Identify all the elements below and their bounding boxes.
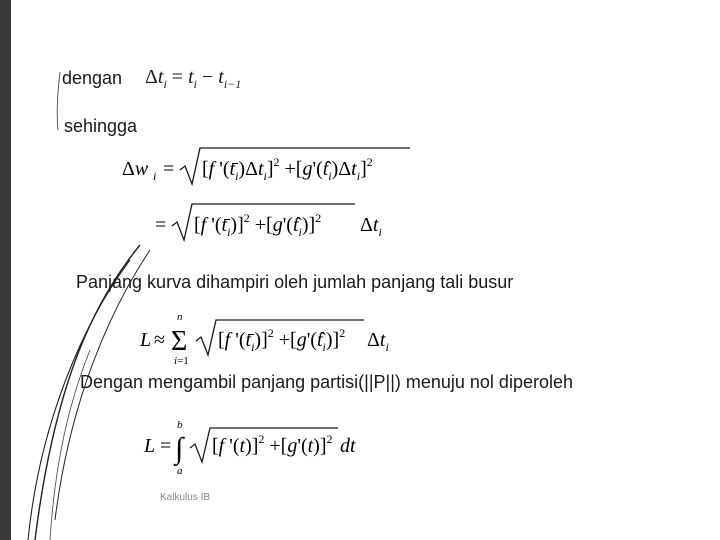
equation-delta-w-factored (155, 200, 395, 246)
footer-course-label: Kalkulus IB (160, 492, 211, 503)
svg-text:a: a (177, 465, 183, 477)
equation-L-approx-sum (138, 308, 398, 370)
label-panjang-kurva: Panjang kurva dihampiri oleh jumlah panjang tali busur (76, 272, 514, 292)
svg-text:Δti: $\Delta t_i$ (360, 214, 382, 239)
svg-text:b: b (177, 419, 183, 431)
svg-text:[f '(t)]2 +[g'(t)]2: [f '$(t)]^2 +[g'(t)]^2$ (212, 432, 333, 457)
svg-text:[f '(t̄i)]2 +[g'(t̂i)]2: [f '$(t_i)]^2 +[g'(t_i)]^2$ (194, 211, 322, 239)
svg-text:∫: ∫ (175, 432, 184, 465)
svg-text:Δw: Δw (122, 158, 149, 180)
label-dengan-mengambil: Dengan mengambil panjang partisi(||P||) menuju nol diperoleh (80, 372, 573, 392)
svg-text:=: = (155, 214, 167, 236)
svg-text:[f '(t̄i)]2 +[g'(t̂i)]2: [f '$(t_i)]^2 +[g'(t_i)]^2$ (218, 326, 346, 354)
svg-text:i=1: i=1 (174, 355, 189, 367)
svg-text:dt: dt (340, 435, 356, 457)
svg-text:L: L (140, 329, 152, 351)
svg-text:≈: ≈ (154, 329, 165, 351)
label-dengan: dengan (62, 68, 123, 88)
svg-text:n: n (177, 311, 183, 323)
svg-text:=: = (163, 158, 175, 180)
equation-delta-w (120, 144, 420, 190)
equation-L-integral (142, 418, 372, 478)
equation-delta-t: $\Delta t_i = t_i - t_{i-1}$ (145, 66, 242, 91)
svg-text:=: = (160, 435, 172, 457)
svg-text:Σ: Σ (171, 326, 188, 357)
svg-text:i: i (153, 169, 157, 183)
svg-text:L: L (144, 435, 156, 457)
svg-text:Δti: $\Delta t_i$ (367, 329, 389, 354)
svg-text:[f '(t̄i)Δti]2 +[g'(t̂i)Δti]2: [f '$(t_i)\Delta t_i]^2 +[g'(t_i)\Delta t_i]^2$ (202, 155, 373, 183)
label-sehingga: sehingga (64, 116, 138, 136)
